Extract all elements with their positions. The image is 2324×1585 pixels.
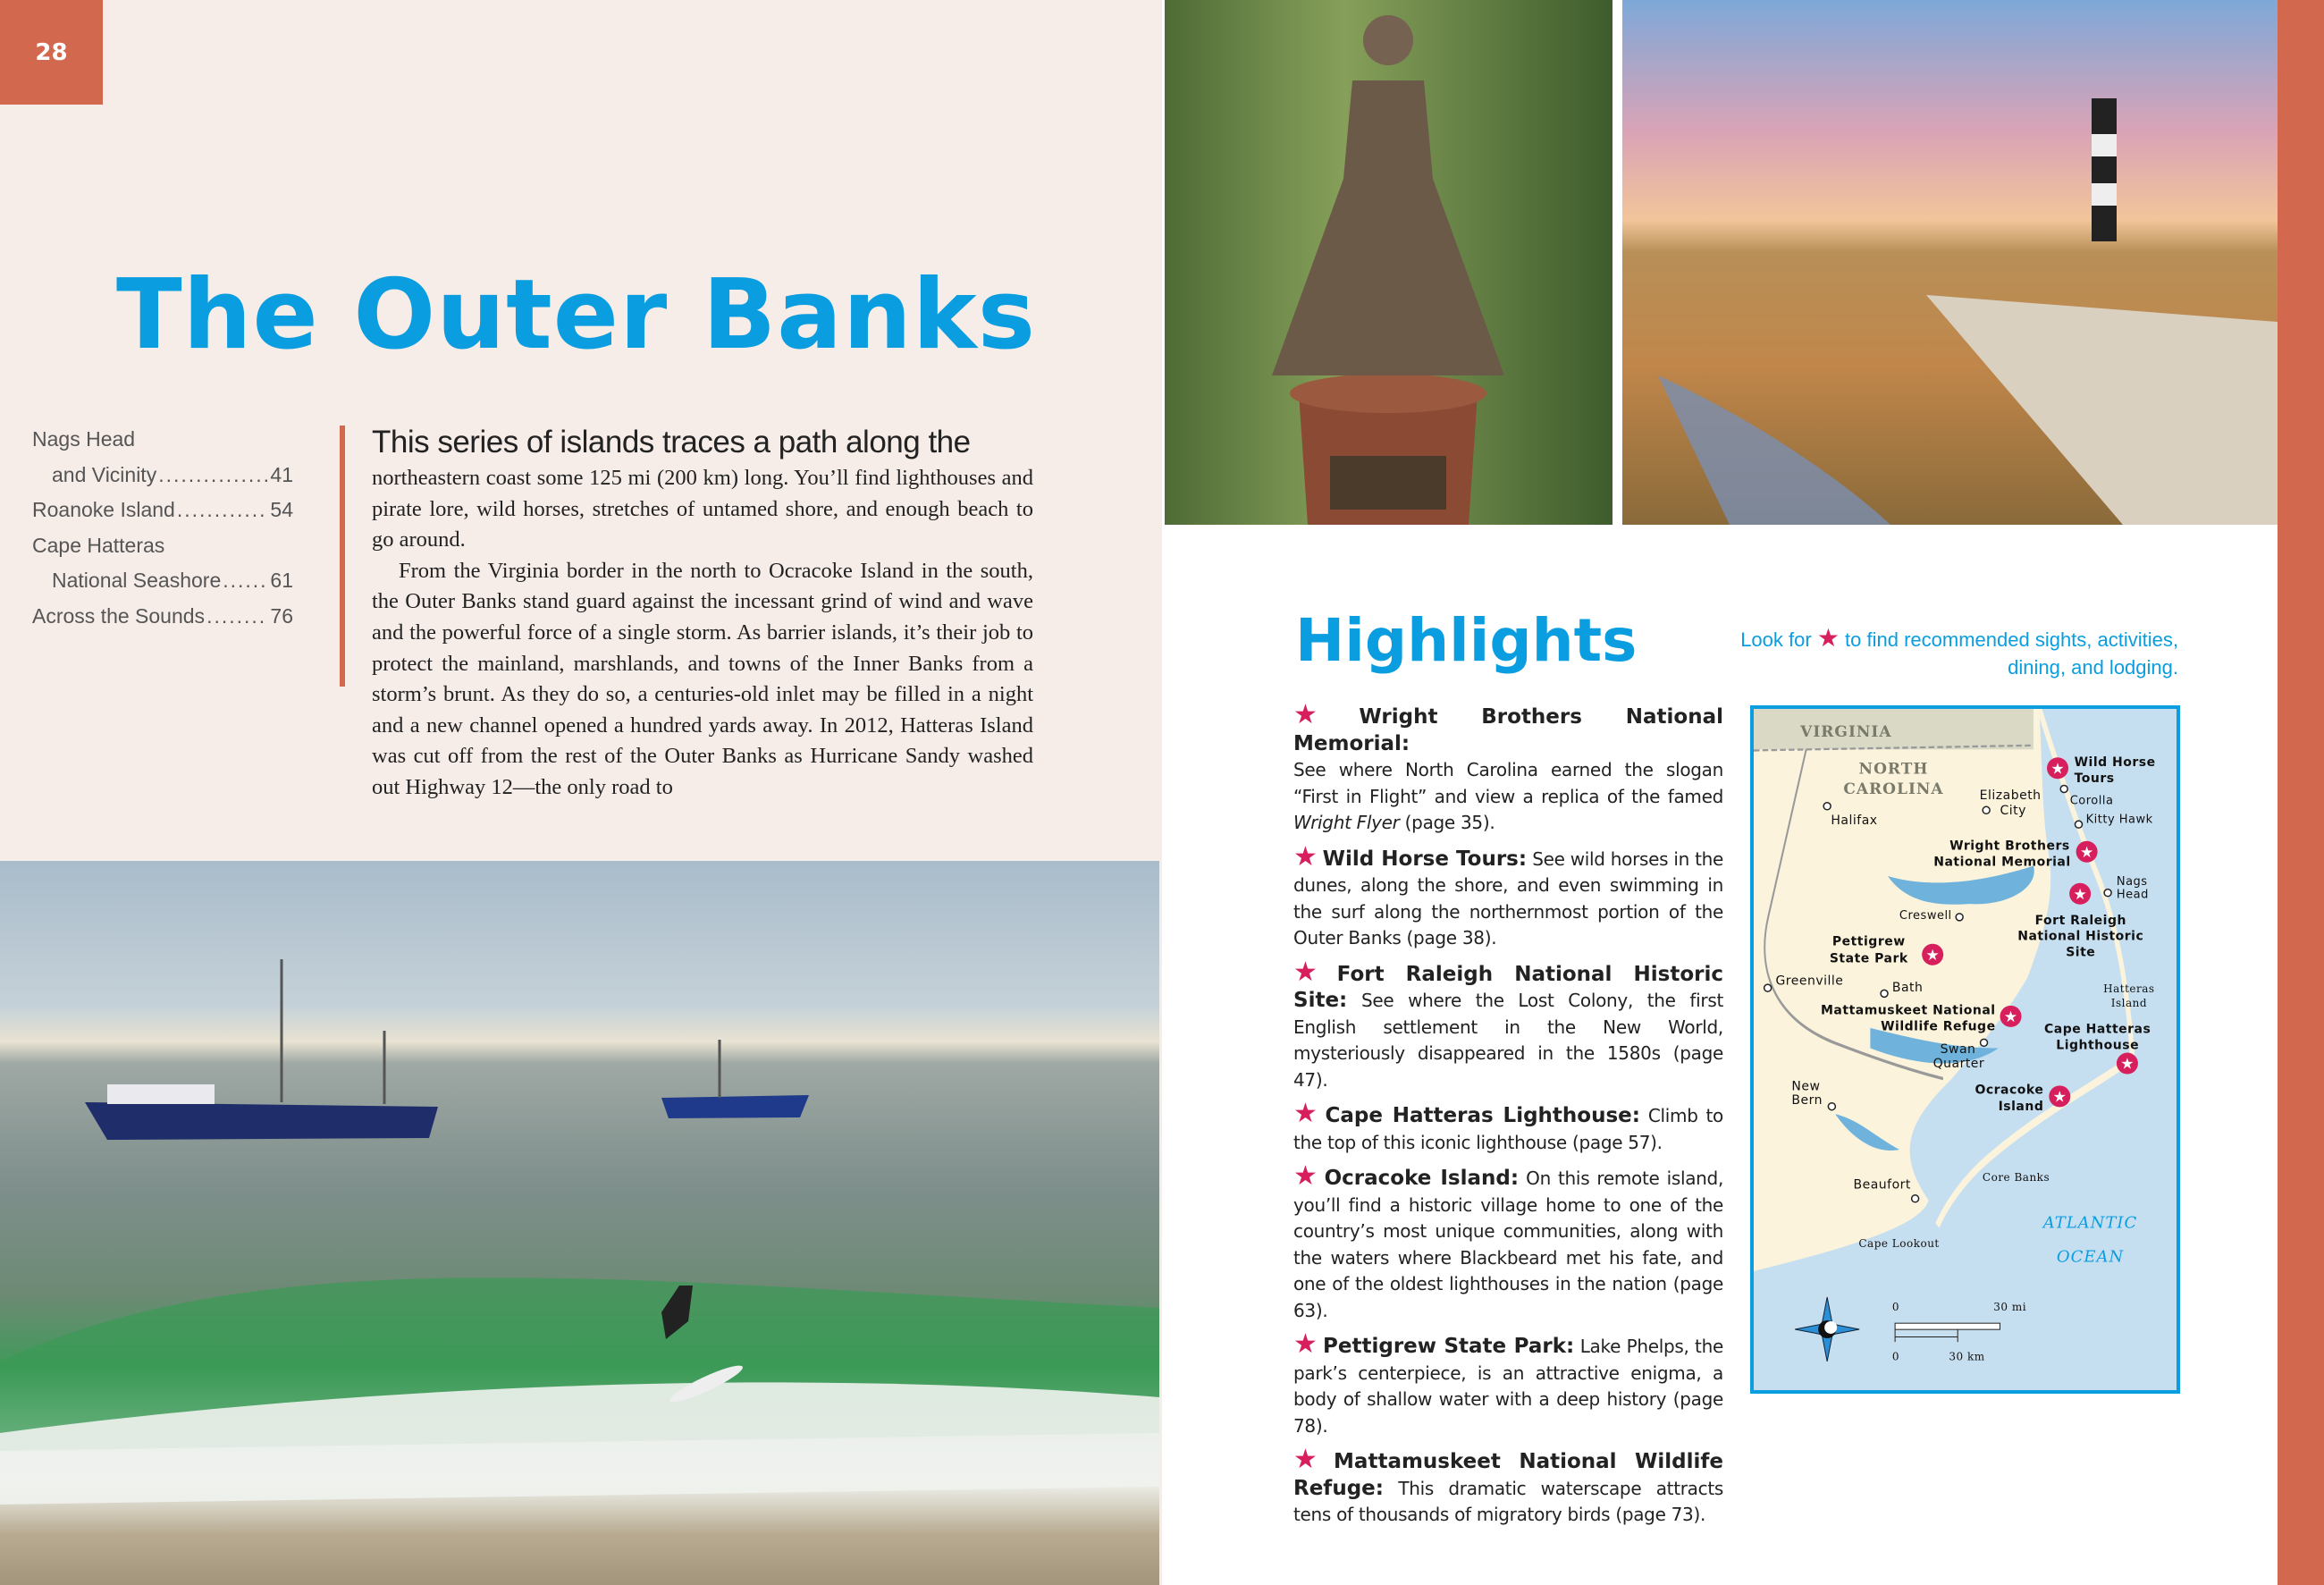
toc-page: 61 [270, 569, 293, 592]
town-marker [1983, 806, 1990, 814]
map-label: New [1791, 1079, 1821, 1094]
star-icon: ★ [1293, 1328, 1318, 1360]
map-label: Wright Brothers [1949, 839, 2070, 854]
town-marker [1823, 803, 1831, 810]
feature-label: Hatteras [2103, 982, 2155, 996]
highlight-item: ★ Wright Brothers National Memorial: See where North Carolina earned the slogan “First in Flight” and view a replica of the famed Wright Flyer (page 35). [1293, 699, 1723, 833]
scale-label: 0 [1891, 1350, 1899, 1363]
page-number: 28 [0, 0, 103, 105]
map-label: Wildlife Refuge [1881, 1019, 1996, 1034]
scale-label: 30 km [1949, 1350, 1985, 1363]
boats-illustration [0, 861, 1159, 1585]
bodie-island-lighthouse-photo [1622, 0, 2278, 525]
scale-label: 30 mi [1993, 1301, 2027, 1314]
feature-label: Core Banks [1982, 1170, 2050, 1184]
map-label: Beaufort [1853, 1177, 1911, 1193]
star-icon: ★ [2079, 843, 2094, 862]
map-label: Creswell [1899, 909, 1952, 923]
highlights-title: Highlights [1295, 606, 1638, 675]
map-label: Cape Hatteras [2044, 1022, 2151, 1037]
toc-line[interactable]: Across the Sounds ..... 76 [32, 599, 293, 635]
star-icon: ★ [1293, 1098, 1320, 1129]
map-label: Fort Raleigh [2034, 913, 2126, 928]
star-icon: ★ [2052, 1088, 2067, 1107]
town-marker [1912, 1195, 1919, 1202]
star-icon: ★ [2120, 1055, 2135, 1074]
feature-label: Cape Lookout [1858, 1237, 1940, 1251]
town-marker [2104, 889, 2111, 897]
map-label: Mattamuskeet National [1821, 1003, 1996, 1018]
star-icon: ★ [1293, 699, 1354, 730]
toc-line[interactable]: National Seashore ..... 61 [32, 563, 293, 599]
chapter-contents [32, 422, 293, 634]
region-label: VIRGINIA [1800, 723, 1892, 742]
highlights-list [1293, 699, 1723, 1539]
town-marker [2060, 786, 2067, 793]
highlight-item: ★ Wild Horse Tours: See wild horses in the dunes, along the shore, and even swimming in the surf along the northernmost portion of the Outer Banks (page 38). [1293, 840, 1723, 948]
toc-line[interactable]: Nags Head [32, 427, 136, 451]
chapter-title: The Outer Banks [116, 259, 1037, 371]
star-icon: ★ [2003, 1007, 2018, 1026]
toc-page: 76 [270, 603, 293, 628]
highlight-item: ★ Ocracoke Island: On this remote island, you’ll find a historic village home to one of the country’s most unique communities, along with the waters where Blackbeard met his fate, and one of the oldest lighthouses in the nation (page 63). [1293, 1160, 1723, 1321]
toc-line[interactable]: and Vicinity ..... 41 [32, 458, 293, 493]
star-icon: ★ [1293, 956, 1332, 988]
intro-text: This series of islands traces a path along the northeastern coast some 125 mi (200 km) long. You’ll find lighthouses and pirate lore, wild horses, stretches of untamed shore, and enough beach to go around. From the Virginia border in the north to Ocracoke Island in the south, the Outer Banks stand guard against the incessant grind of wind and wave and the powerful force of a single storm. As barrier islands, it’s their job to protect the mainland, marshlands, and towns of the Inner Banks from a storm’s brunt. As they do so, a centuries-old inlet may be filled in a night and a new channel opened a hundred yards away. In 2012, Hatteras Island was cut off from the rest of the Outer Banks as Hurricane Sandy washed out Highway 12—the only road to [372, 422, 1033, 804]
region-label: CAROLINA [1843, 780, 1944, 799]
star-icon: ★ [1293, 1444, 1329, 1475]
highlight-item: ★ Cape Hatteras Lighthouse: Climb to the top of this iconic lighthouse (page 57). [1293, 1098, 1723, 1153]
map-label: City [2000, 803, 2026, 818]
map-label: National Memorial [1933, 855, 2071, 870]
town-marker [1956, 914, 1963, 921]
map-label: Lighthouse [2056, 1038, 2140, 1053]
map-label: Site [2066, 945, 2096, 960]
town-marker [1764, 984, 1772, 991]
town-marker [1881, 990, 1888, 997]
star-icon: ★ [1293, 840, 1318, 873]
map-label: Elizabeth [1979, 788, 2042, 803]
ocean-label: OCEAN [2056, 1247, 2125, 1267]
map-label: Greenville [1775, 974, 1844, 989]
intro-lead: This series of islands traces a path along the [372, 425, 971, 459]
page-edge-strip [2278, 0, 2324, 1585]
divider-bar [340, 426, 345, 687]
map-label: Wild Horse [2074, 755, 2156, 771]
highlight-item: ★ Fort Raleigh National Historic Site: See where the Lost Colony, the first English settlement in the New World, mysteriously disappeared in the 1580s (page 47). [1293, 956, 1723, 1091]
map-label: Tours [2074, 771, 2115, 787]
star-icon: ★ [1293, 1160, 1319, 1192]
map-label: Pettigrew [1831, 934, 1906, 949]
star-icon: ★ [2050, 760, 2065, 779]
town-marker [1981, 1039, 1988, 1046]
highlight-item: ★ Mattamuskeet National Wildlife Refuge: This dramatic waterscape attracts tens of thousands of migratory birds (page 73). [1293, 1444, 1723, 1525]
map-label: Island [1998, 1100, 2044, 1115]
star-legend-note: Look for ★ to find recommended sights, activities, dining, and lodging. [1740, 624, 2178, 679]
surfer-photo [0, 861, 1159, 1585]
map-label: Swan [1940, 1042, 1976, 1058]
map-label: Bath [1891, 981, 1924, 996]
toc-page: 54 [270, 498, 293, 521]
map-label: Quarter [1932, 1057, 1985, 1072]
map-label: Corolla [2069, 794, 2114, 808]
star-icon: ★ [1925, 946, 1940, 965]
town-marker [2075, 821, 2082, 828]
queen-elizabeth-statue-photo [1165, 0, 1612, 525]
region-map [1750, 705, 2180, 1394]
map-label: Ocracoke [1975, 1083, 2044, 1098]
ocean-label: ATLANTIC [2042, 1213, 2138, 1233]
star-icon: ★ [2073, 885, 2087, 904]
toc-page: 41 [270, 462, 293, 486]
map-label: Kitty Hawk [2085, 813, 2153, 827]
toc-line[interactable]: Cape Hatteras [32, 533, 165, 557]
map-label: State Park [1829, 951, 1908, 966]
scale-bar [1895, 1323, 2000, 1342]
map-label: National Historic [2017, 929, 2144, 944]
map-label: Halifax [1831, 814, 1878, 829]
map-label: Bern [1791, 1092, 1823, 1108]
highlight-item: ★ Pettigrew State Park: Lake Phelps, the park’s centerpiece, is an attractive enigma, a body of shallow water with a deep history (page 78). [1293, 1328, 1723, 1437]
town-marker [1828, 1103, 1835, 1110]
feature-label: Island [2110, 997, 2148, 1010]
compass-rose-icon [1795, 1297, 1859, 1362]
region-label: NORTH [1858, 760, 1929, 779]
toc-line[interactable]: Roanoke Island ..... 54 [32, 493, 293, 528]
map-label: Nags [2116, 875, 2148, 889]
star-icon: ★ [1816, 624, 1840, 652]
scale-label: 0 [1891, 1301, 1899, 1314]
map-label: Head [2116, 888, 2149, 902]
